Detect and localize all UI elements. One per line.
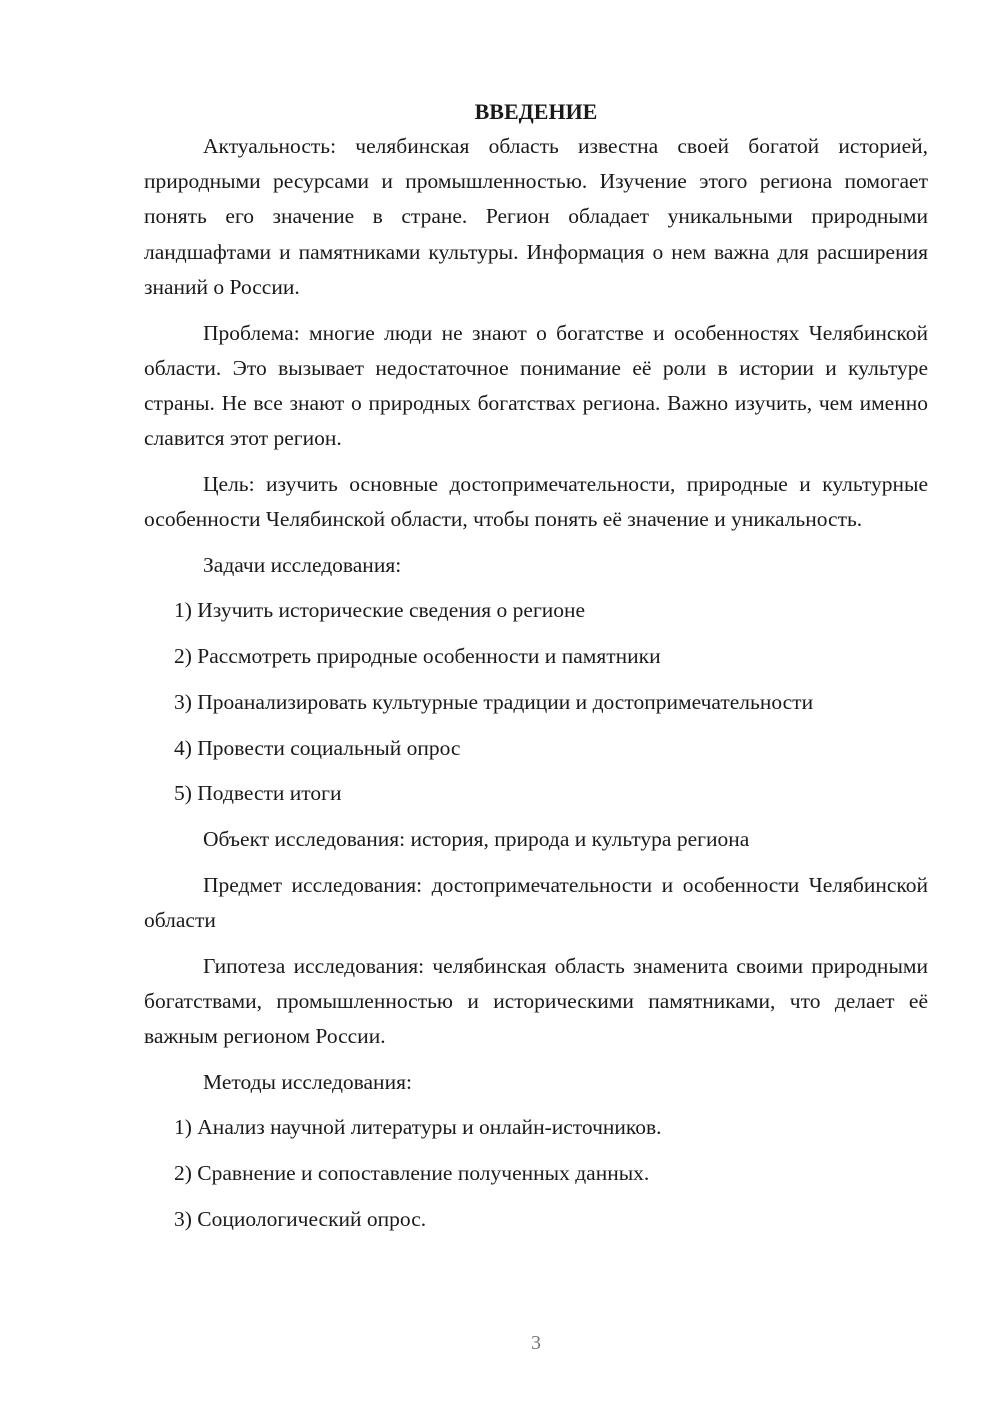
list-item: 3) Социологический опрос. bbox=[174, 1206, 427, 1231]
methods-heading: Методы исследования: bbox=[203, 1069, 412, 1094]
page-number: 3 bbox=[531, 1332, 541, 1354]
paragraph-object: Объект исследования: история, природа и культура региона bbox=[203, 826, 750, 851]
list-item: 1) Анализ научной литературы и онлайн-источников. bbox=[174, 1115, 662, 1140]
list-item: 5) Подвести итоги bbox=[174, 781, 342, 806]
paragraph-relevance: Актуальность: челябинская область известна своей богатой историей, природными ресурсами и промышленностью. Изучение этого региона помогает понять его значение в стране. Регион обладает уникальными природными ландшафтами и памятниками культуры. Информация о нем важна для расширения знаний о России. bbox=[144, 134, 928, 299]
list-item: 3) Проанализировать культурные традиции и достопримечательности bbox=[174, 689, 814, 714]
tasks-list bbox=[144, 593, 928, 811]
methods-list bbox=[144, 1110, 928, 1237]
list-item: 1) Изучить исторические сведения о регионе bbox=[174, 598, 586, 623]
tasks-heading: Задачи исследования: bbox=[203, 552, 402, 577]
list-item: 2) Рассмотреть природные особенности и памятники bbox=[174, 644, 661, 669]
list-item: 2) Сравнение и сопоставление полученных данных. bbox=[174, 1161, 650, 1186]
paragraph-hypothesis: Гипотеза исследования: челябинская область знаменита своими природными богатствами, промышленностью и историческими памятниками, что делает её важным регионом России. bbox=[144, 953, 928, 1048]
document-page bbox=[144, 94, 928, 1247]
paragraph-goal: Цель: изучить основные достопримечательности, природные и культурные особенности Челябинской области, чтобы понять её значение и уникальность. bbox=[144, 471, 928, 532]
paragraph-subject: Предмет исследования: достопримечательности и особенности Челябинской области bbox=[144, 872, 928, 932]
list-item: 4) Провести социальный опрос bbox=[174, 735, 461, 760]
paragraph-problem: Проблема: многие люди не знают о богатстве и особенностях Челябинской области. Это вызывает недостаточное понимание её роли в истории и культуре страны. Не все знают о природных богатствах региона. Важно изучить, чем именно славится этот регион. bbox=[144, 320, 928, 451]
page-title: ВВЕДЕНИЕ bbox=[474, 99, 598, 124]
